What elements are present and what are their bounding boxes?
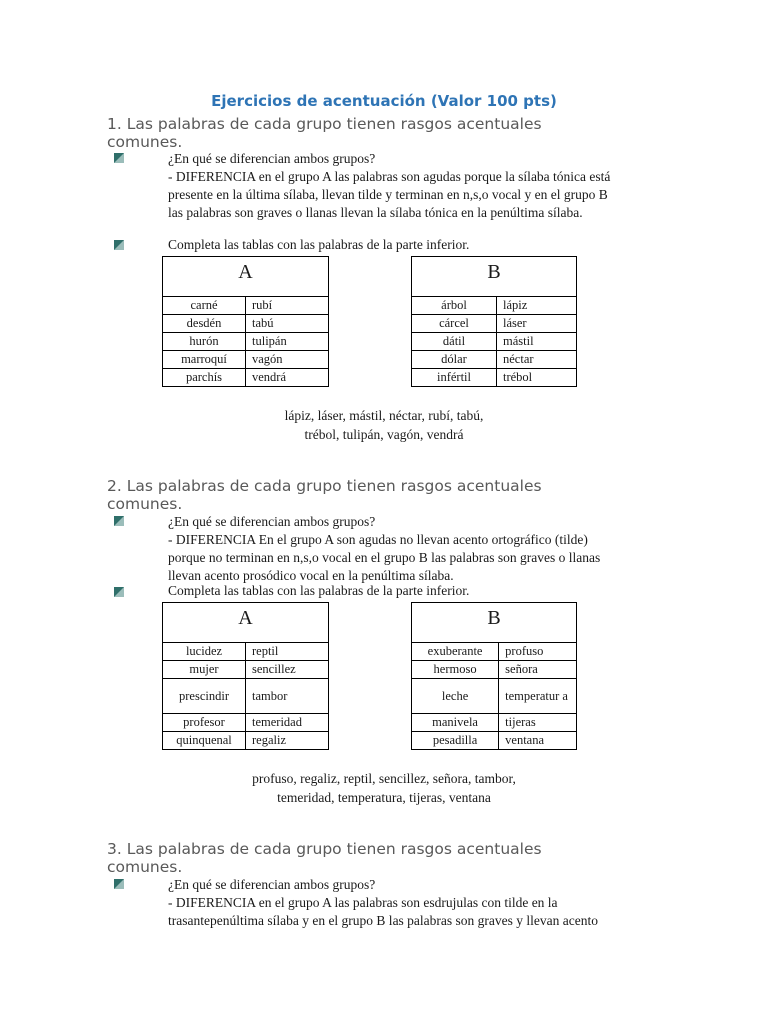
table-header: B	[412, 603, 577, 643]
table-cell: árbol	[412, 297, 497, 315]
section-3-heading-line: 3. Las palabras de cada grupo tienen rasgos acentuales	[107, 840, 542, 858]
table-cell: temperatur a	[499, 679, 577, 714]
table-cell: regaliz	[246, 732, 329, 750]
answer-line: presente en la última sílaba, llevan tilde y terminan en n,s,o vocal y en el grupo B	[168, 187, 608, 202]
table-cell: hurón	[163, 333, 246, 351]
table-cell: manivela	[412, 714, 499, 732]
table-row	[163, 333, 329, 351]
table-row	[163, 297, 329, 315]
bullet-icon	[114, 240, 124, 250]
section-2-heading-line: 2. Las palabras de cada grupo tienen rasgos acentuales	[107, 477, 542, 495]
table-cell: sencillez	[246, 661, 329, 679]
page-title: Ejercicios de acentuación (Valor 100 pts)	[211, 92, 557, 110]
table-row	[163, 714, 329, 732]
bullet-icon	[114, 587, 124, 597]
word-bank	[0, 406, 768, 444]
table-group-b	[411, 256, 577, 387]
table-group-a	[162, 256, 329, 387]
word-bank-line: trébol, tulipán, vagón, vendrá	[304, 427, 464, 442]
table-row	[412, 297, 577, 315]
table-cell: leche	[412, 679, 499, 714]
table-cell: pesadilla	[412, 732, 499, 750]
table-row	[163, 315, 329, 333]
table-row	[163, 643, 329, 661]
word-bank-line: lápiz, láser, mástil, néctar, rubí, tabú,	[284, 408, 484, 423]
table-cell: tabú	[246, 315, 329, 333]
table-row	[163, 661, 329, 679]
table-row	[412, 315, 577, 333]
table-header: A	[163, 257, 329, 297]
table-row	[412, 732, 577, 750]
table-cell: profesor	[163, 714, 246, 732]
section-1-heading-line: 1. Las palabras de cada grupo tienen rasgos acentuales	[107, 115, 542, 133]
table-cell: trébol	[497, 369, 577, 387]
table-cell: carné	[163, 297, 246, 315]
table-cell: tijeras	[499, 714, 577, 732]
table-cell: prescindir	[163, 679, 246, 714]
table-row	[412, 661, 577, 679]
section-1-answer	[168, 150, 610, 222]
instruction-text: Completa las tablas con las palabras de la parte inferior.	[168, 237, 470, 252]
question-text: ¿En qué se diferencian ambos grupos?	[168, 151, 376, 166]
table-row	[163, 679, 329, 714]
table-cell: profuso	[499, 643, 577, 661]
section-3-heading-line: comunes.	[107, 858, 183, 876]
answer-line: - DIFERENCIA En el grupo A son agudas no llevan acento ortográfico (tilde)	[168, 532, 588, 547]
table-cell: láser	[497, 315, 577, 333]
table-cell: marroquí	[163, 351, 246, 369]
table-cell: lucidez	[163, 643, 246, 661]
table-cell: mujer	[163, 661, 246, 679]
table-row	[163, 351, 329, 369]
table-cell: cárcel	[412, 315, 497, 333]
table-cell: dátil	[412, 333, 497, 351]
table-group-b	[411, 602, 577, 750]
answer-line: llevan acento prosódico vocal en la penúltima sílaba.	[168, 568, 454, 583]
answer-line: - DIFERENCIA en el grupo A las palabras son esdrujulas con tilde en la	[168, 895, 558, 910]
section-3-heading	[107, 840, 627, 876]
word-bank-line: temeridad, temperatura, tijeras, ventana	[277, 790, 491, 805]
table-cell: vendrá	[246, 369, 329, 387]
table-cell: mástil	[497, 333, 577, 351]
section-1-heading	[107, 115, 627, 151]
bullet-icon	[114, 516, 124, 526]
table-cell: reptil	[246, 643, 329, 661]
table-cell: dólar	[412, 351, 497, 369]
table-cell: ventana	[499, 732, 577, 750]
table-cell: tulipán	[246, 333, 329, 351]
table-cell: rubí	[246, 297, 329, 315]
table-row	[412, 333, 577, 351]
table-row	[163, 369, 329, 387]
bullet-icon	[114, 879, 124, 889]
table-cell: exuberante	[412, 643, 499, 661]
table-cell: néctar	[497, 351, 577, 369]
table-cell: parchís	[163, 369, 246, 387]
table-cell: temeridad	[246, 714, 329, 732]
table-cell: vagón	[246, 351, 329, 369]
section-2-heading-line: comunes.	[107, 495, 183, 513]
answer-line: - DIFERENCIA en el grupo A las palabras son agudas porque la sílaba tónica está	[168, 169, 611, 184]
table-cell: quinquenal	[163, 732, 246, 750]
table-row	[412, 714, 577, 732]
table-cell: hermoso	[412, 661, 499, 679]
table-cell: desdén	[163, 315, 246, 333]
section-1-heading-line: comunes.	[107, 133, 183, 151]
table-row	[163, 732, 329, 750]
table-cell: lápiz	[497, 297, 577, 315]
table-cell: tambor	[246, 679, 329, 714]
table-row	[412, 643, 577, 661]
bullet-icon	[114, 153, 124, 163]
table-header: B	[412, 257, 577, 297]
section-2-answer	[168, 513, 600, 585]
section-2-heading	[107, 477, 627, 513]
table-cell: señora	[499, 661, 577, 679]
table-header: A	[163, 603, 329, 643]
answer-line: porque no terminan en n,s,o vocal en el grupo B las palabras son graves o llanas	[168, 550, 601, 565]
table-group-a	[162, 602, 329, 750]
table-row	[412, 679, 577, 714]
word-bank	[0, 769, 768, 807]
table-row	[412, 369, 577, 387]
table-cell: infértil	[412, 369, 497, 387]
instruction-text: Completa las tablas con las palabras de la parte inferior.	[168, 583, 470, 598]
question-text: ¿En qué se diferencian ambos grupos?	[168, 877, 376, 892]
word-bank-line: profuso, regaliz, reptil, sencillez, señora, tambor,	[252, 771, 516, 786]
question-text: ¿En qué se diferencian ambos grupos?	[168, 514, 376, 529]
answer-line: las palabras son graves o llanas llevan la sílaba tónica en la penúltima sílaba.	[168, 205, 583, 220]
answer-line: trasantepenúltima sílaba y en el grupo B las palabras son graves y llevan acento	[168, 913, 598, 928]
section-3-answer	[168, 876, 598, 930]
table-row	[412, 351, 577, 369]
